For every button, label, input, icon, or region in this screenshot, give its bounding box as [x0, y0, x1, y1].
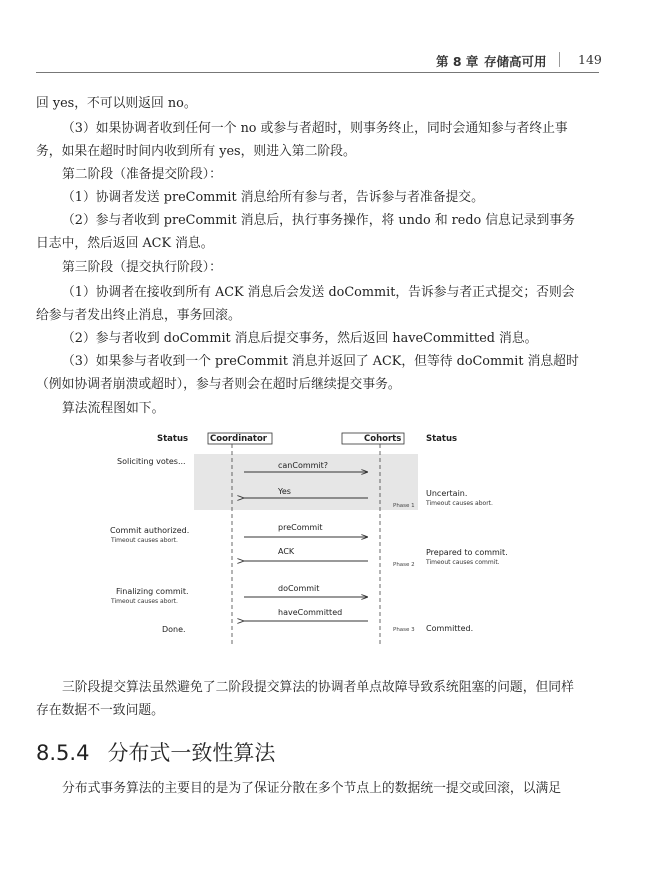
status-right-label: Status	[426, 434, 458, 444]
status-left-label: Status	[157, 434, 189, 444]
paragraph: （2）参与者收到 preCommit 消息后，执行事务操作，将 undo 和 redo 信息记录到事务日志中，然后返回 ACK 消息。	[36, 213, 575, 251]
chapter-label: 第 8 章	[436, 54, 479, 69]
phase1-label: Phase 1	[393, 503, 415, 509]
paragraph: （3）如果协调者收到任何一个 no 或参与者超时，则事务终止，同时会通知参与者终止事务，如果在超时时间内收到所有 yes，则进入第二阶段。	[36, 121, 568, 159]
paragraph: 三阶段提交算法虽然避免了二阶段提交算法的协调者单点故障导致系统阻塞的问题，但同样存在数据不一致问题。	[36, 680, 574, 718]
phase-heading: 第三阶段（提交执行阶段）：	[62, 260, 222, 275]
message-cancommit: canCommit?	[278, 461, 329, 470]
three-phase-commit-diagram	[98, 427, 518, 647]
status-committed: Committed.	[426, 624, 474, 633]
paragraph: （1）协调者在接收到所有 ACK 消息后会发送 doCommit，告诉参与者正式提交；否则会给参与者发出终止消息，事务回滚。	[36, 285, 575, 323]
phase3-label: Phase 3	[393, 627, 415, 633]
status-soliciting: Soliciting votes...	[117, 457, 186, 466]
page-number: 149	[578, 52, 602, 67]
section-title: 分布式一致性算法	[107, 741, 276, 765]
status-commit-authorized: Commit authorized.	[110, 526, 190, 535]
header-rule	[36, 72, 599, 73]
paragraph: （2）参与者收到 doCommit 消息后提交事务，然后返回 haveCommitted 消息。	[62, 331, 538, 346]
chapter-title: 存储高可用	[484, 54, 547, 69]
phase2-label: Phase 2	[393, 562, 415, 568]
section-heading	[36, 737, 275, 767]
status-prepared: Prepared to commit.	[426, 548, 508, 557]
status-note: Timeout causes abort.	[111, 537, 178, 544]
paragraph: （3）如果参与者收到一个 preCommit 消息并返回了 ACK，但等待 doCommit 消息超时（例如协调者崩溃或超时），参与者则会在超时后继续提交事务。	[36, 354, 579, 392]
status-uncertain: Uncertain.	[426, 489, 468, 498]
paragraph: （1）协调者发送 preCommit 消息给所有参与者，告诉参与者准备提交。	[62, 190, 484, 205]
coordinator-label: Coordinator	[210, 434, 267, 444]
message-ack: ACK	[278, 547, 295, 556]
message-precommit: preCommit	[278, 523, 323, 532]
header-divider	[559, 52, 560, 67]
paragraph: 回 yes，不可以则返回 no。	[36, 96, 197, 111]
cohorts-label: Cohorts	[364, 434, 402, 444]
status-finalizing: Finalizing commit.	[116, 587, 189, 596]
message-havecommitted: haveCommitted	[278, 608, 343, 617]
message-docommit: doCommit	[278, 584, 320, 593]
status-note: Timeout causes abort.	[426, 500, 493, 507]
status-note: Timeout causes abort.	[111, 598, 178, 605]
paragraph: 分布式事务算法的主要目的是为了保证分散在多个节点上的数据统一提交或回滚，以满足	[62, 781, 562, 796]
paragraph: 算法流程图如下。	[62, 401, 165, 416]
section-number: 8.5.4	[36, 741, 90, 765]
status-done: Done.	[162, 625, 186, 634]
page-header	[0, 0, 649, 74]
status-note: Timeout causes commit.	[426, 559, 500, 566]
message-yes: Yes	[278, 487, 291, 496]
phase-heading: 第二阶段（准备提交阶段）：	[62, 167, 222, 182]
